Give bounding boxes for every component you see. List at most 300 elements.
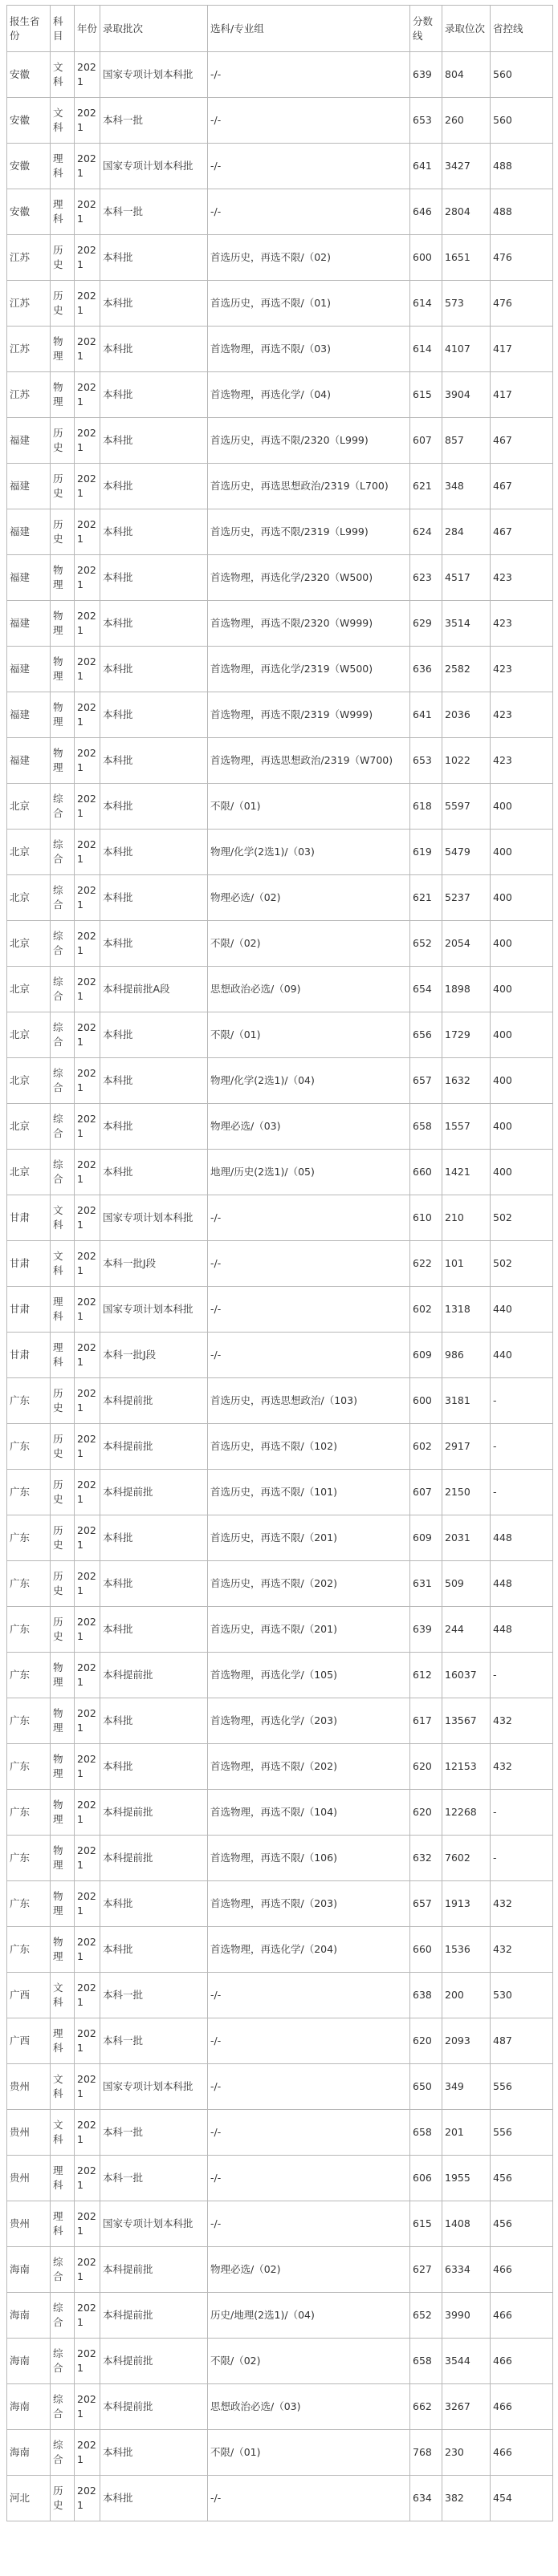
table-row — [7, 1470, 553, 1515]
cell-rank: 349 — [442, 2064, 491, 2110]
cell-province: 广东 — [7, 1515, 51, 1561]
cell-rank: 210 — [442, 1195, 491, 1241]
cell-subject-group: 首选物理，再选化学/（105) — [208, 1653, 410, 1698]
cell-province: 贵州 — [7, 2156, 51, 2201]
cell-score: 607 — [410, 418, 442, 464]
cell-score: 639 — [410, 52, 442, 98]
table-row — [7, 2018, 553, 2064]
table-row — [7, 1195, 553, 1241]
cell-subject-group: -/- — [208, 1195, 410, 1241]
cell-score: 615 — [410, 372, 442, 418]
cell-subject-group: 首选物理，再选不限/（104) — [208, 1790, 410, 1836]
cell-score: 620 — [410, 1790, 442, 1836]
table-row — [7, 1744, 553, 1790]
cell-year: 2021 — [75, 1012, 100, 1058]
table-row — [7, 2110, 553, 2156]
cell-control-line: 560 — [491, 98, 553, 144]
cell-rank: 986 — [442, 1333, 491, 1378]
cell-control-line: 530 — [491, 1973, 553, 2018]
cell-batch: 本科批 — [100, 1012, 208, 1058]
cell-subject: 历史 — [51, 509, 75, 555]
cell-subject-group: 首选历史，再选不限/（201) — [208, 1515, 410, 1561]
cell-control-line: - — [491, 1790, 553, 1836]
table-row — [7, 98, 553, 144]
cell-subject-group: 首选历史，再选不限/2319（L999) — [208, 509, 410, 555]
cell-batch: 国家专项计划本科批 — [100, 144, 208, 189]
cell-subject-group: -/- — [208, 1333, 410, 1378]
cell-batch: 本科批 — [100, 418, 208, 464]
cell-subject: 文科 — [51, 2064, 75, 2110]
cell-subject-group: 首选历史，再选思想政治/2319（L700) — [208, 464, 410, 509]
cell-control-line: 400 — [491, 967, 553, 1012]
cell-subject: 物理 — [51, 372, 75, 418]
cell-control-line: 456 — [491, 2156, 553, 2201]
cell-batch: 本科批 — [100, 327, 208, 372]
table-row — [7, 601, 553, 647]
cell-subject: 文科 — [51, 98, 75, 144]
cell-control-line: 556 — [491, 2110, 553, 2156]
cell-score: 607 — [410, 1470, 442, 1515]
cell-subject-group: 物理必选/（02) — [208, 875, 410, 921]
cell-subject: 综合 — [51, 830, 75, 875]
cell-province: 安徽 — [7, 52, 51, 98]
cell-year: 2021 — [75, 1698, 100, 1744]
cell-year: 2021 — [75, 1333, 100, 1378]
cell-score: 641 — [410, 692, 442, 738]
cell-subject: 理科 — [51, 2018, 75, 2064]
table-row — [7, 2430, 553, 2476]
cell-province: 贵州 — [7, 2201, 51, 2247]
cell-batch: 本科提前批 — [100, 1424, 208, 1470]
cell-rank: 284 — [442, 509, 491, 555]
cell-rank: 3990 — [442, 2293, 491, 2339]
cell-subject-group: 首选物理，再选化学/2319（W500) — [208, 647, 410, 692]
cell-subject-group: 思想政治必选/（09) — [208, 967, 410, 1012]
cell-rank: 12268 — [442, 1790, 491, 1836]
cell-subject: 历史 — [51, 1515, 75, 1561]
cell-province: 北京 — [7, 784, 51, 830]
cell-rank: 4517 — [442, 555, 491, 601]
cell-score: 600 — [410, 1378, 442, 1424]
cell-score: 641 — [410, 144, 442, 189]
cell-rank: 1557 — [442, 1104, 491, 1150]
cell-province: 北京 — [7, 1150, 51, 1195]
cell-score: 652 — [410, 2293, 442, 2339]
cell-province: 海南 — [7, 2293, 51, 2339]
table-row — [7, 1104, 553, 1150]
cell-control-line: 423 — [491, 692, 553, 738]
header-control-line: 省控线 — [491, 6, 553, 52]
table-row — [7, 52, 553, 98]
cell-control-line: 400 — [491, 1104, 553, 1150]
cell-subject-group: 首选物理，再选不限/2319（W999) — [208, 692, 410, 738]
cell-control-line: 432 — [491, 1881, 553, 1927]
cell-province: 贵州 — [7, 2064, 51, 2110]
cell-subject: 理科 — [51, 1333, 75, 1378]
table-row — [7, 372, 553, 418]
cell-control-line: 432 — [491, 1698, 553, 1744]
cell-batch: 本科批 — [100, 464, 208, 509]
cell-rank: 5479 — [442, 830, 491, 875]
cell-subject-group: -/- — [208, 2018, 410, 2064]
cell-control-line: 423 — [491, 647, 553, 692]
cell-rank: 3181 — [442, 1378, 491, 1424]
cell-subject: 综合 — [51, 784, 75, 830]
table-row — [7, 189, 553, 235]
cell-subject: 历史 — [51, 1470, 75, 1515]
cell-batch: 本科提前批 — [100, 2384, 208, 2430]
cell-subject-group: 首选物理，再选不限/（106) — [208, 1836, 410, 1881]
cell-rank: 2582 — [442, 647, 491, 692]
cell-year: 2021 — [75, 921, 100, 967]
cell-score: 609 — [410, 1333, 442, 1378]
table-row — [7, 509, 553, 555]
cell-score: 600 — [410, 235, 442, 281]
table-row — [7, 1287, 553, 1333]
cell-subject: 文科 — [51, 2110, 75, 2156]
cell-subject: 物理 — [51, 1790, 75, 1836]
cell-batch: 本科批 — [100, 1515, 208, 1561]
cell-year: 2021 — [75, 875, 100, 921]
cell-rank: 201 — [442, 2110, 491, 2156]
cell-rank: 1536 — [442, 1927, 491, 1973]
cell-subject-group: 首选物理，再选化学/（203) — [208, 1698, 410, 1744]
cell-subject: 物理 — [51, 692, 75, 738]
cell-score: 631 — [410, 1561, 442, 1607]
cell-control-line: 502 — [491, 1241, 553, 1287]
cell-batch: 本科批 — [100, 875, 208, 921]
cell-province: 甘肃 — [7, 1241, 51, 1287]
cell-subject: 物理 — [51, 1698, 75, 1744]
cell-score: 614 — [410, 327, 442, 372]
cell-control-line: 488 — [491, 189, 553, 235]
cell-control-line: 400 — [491, 830, 553, 875]
cell-province: 安徽 — [7, 144, 51, 189]
cell-year: 2021 — [75, 281, 100, 327]
cell-subject-group: -/- — [208, 2476, 410, 2521]
cell-subject: 综合 — [51, 1104, 75, 1150]
cell-subject-group: 首选历史，再选不限/（02) — [208, 235, 410, 281]
cell-subject-group: 地理/历史(2选1)/（05) — [208, 1150, 410, 1195]
cell-province: 海南 — [7, 2430, 51, 2476]
cell-year: 2021 — [75, 1195, 100, 1241]
cell-subject: 综合 — [51, 1150, 75, 1195]
cell-batch: 本科提前批 — [100, 1836, 208, 1881]
cell-score: 656 — [410, 1012, 442, 1058]
cell-subject: 理科 — [51, 2156, 75, 2201]
cell-batch: 本科批 — [100, 1744, 208, 1790]
cell-subject: 历史 — [51, 418, 75, 464]
header-province: 报生省份 — [7, 6, 51, 52]
cell-score: 602 — [410, 1424, 442, 1470]
cell-batch: 本科批 — [100, 1881, 208, 1927]
cell-rank: 1729 — [442, 1012, 491, 1058]
cell-control-line: 467 — [491, 464, 553, 509]
cell-year: 2021 — [75, 784, 100, 830]
cell-subject-group: 物理必选/（03) — [208, 1104, 410, 1150]
cell-score: 660 — [410, 1927, 442, 1973]
cell-subject: 历史 — [51, 1424, 75, 1470]
cell-batch: 本科批 — [100, 647, 208, 692]
cell-rank: 3427 — [442, 144, 491, 189]
cell-year: 2021 — [75, 1836, 100, 1881]
cell-province: 北京 — [7, 1104, 51, 1150]
cell-subject: 物理 — [51, 647, 75, 692]
cell-batch: 本科批 — [100, 784, 208, 830]
cell-rank: 4107 — [442, 327, 491, 372]
cell-subject-group: 首选历史，再选不限/（102) — [208, 1424, 410, 1470]
cell-control-line: - — [491, 1470, 553, 1515]
cell-subject: 物理 — [51, 1744, 75, 1790]
table-row — [7, 830, 553, 875]
cell-control-line: - — [491, 1378, 553, 1424]
cell-score: 620 — [410, 1744, 442, 1790]
cell-subject: 综合 — [51, 1012, 75, 1058]
table-row — [7, 2247, 553, 2293]
admission-score-table — [6, 5, 553, 2521]
cell-batch: 本科提前批 — [100, 1378, 208, 1424]
cell-score: 610 — [410, 1195, 442, 1241]
cell-province: 福建 — [7, 601, 51, 647]
cell-subject: 历史 — [51, 464, 75, 509]
cell-province: 广西 — [7, 1973, 51, 2018]
cell-subject: 理科 — [51, 2201, 75, 2247]
cell-score: 638 — [410, 1973, 442, 2018]
cell-subject: 综合 — [51, 2339, 75, 2384]
cell-score: 653 — [410, 98, 442, 144]
table-row — [7, 235, 553, 281]
cell-score: 632 — [410, 1836, 442, 1881]
cell-province: 广西 — [7, 2018, 51, 2064]
cell-province: 广东 — [7, 1424, 51, 1470]
table-row — [7, 327, 553, 372]
cell-subject-group: -/- — [208, 98, 410, 144]
cell-province: 甘肃 — [7, 1195, 51, 1241]
cell-rank: 3544 — [442, 2339, 491, 2384]
cell-rank: 509 — [442, 1561, 491, 1607]
cell-subject: 综合 — [51, 921, 75, 967]
cell-rank: 6334 — [442, 2247, 491, 2293]
table-row — [7, 1515, 553, 1561]
cell-subject-group: 不限/（02) — [208, 921, 410, 967]
cell-batch: 本科提前批 — [100, 1470, 208, 1515]
table-row — [7, 2201, 553, 2247]
cell-subject-group: -/- — [208, 52, 410, 98]
cell-subject: 历史 — [51, 1561, 75, 1607]
cell-control-line: 488 — [491, 144, 553, 189]
cell-batch: 本科批 — [100, 1927, 208, 1973]
cell-province: 广东 — [7, 1836, 51, 1881]
table-row — [7, 144, 553, 189]
cell-batch: 本科一批 — [100, 2156, 208, 2201]
cell-subject-group: -/- — [208, 144, 410, 189]
cell-subject: 综合 — [51, 2247, 75, 2293]
cell-subject-group: -/- — [208, 2064, 410, 2110]
cell-year: 2021 — [75, 98, 100, 144]
cell-score: 602 — [410, 1287, 442, 1333]
cell-control-line: - — [491, 1653, 553, 1698]
cell-province: 广东 — [7, 1881, 51, 1927]
cell-province: 北京 — [7, 1058, 51, 1104]
cell-subject-group: -/- — [208, 1241, 410, 1287]
cell-control-line: - — [491, 1424, 553, 1470]
cell-rank: 230 — [442, 2430, 491, 2476]
cell-control-line: 423 — [491, 601, 553, 647]
cell-score: 621 — [410, 464, 442, 509]
cell-year: 2021 — [75, 1607, 100, 1653]
cell-batch: 本科批 — [100, 281, 208, 327]
cell-subject: 物理 — [51, 1927, 75, 1973]
cell-control-line: 400 — [491, 1058, 553, 1104]
cell-province: 贵州 — [7, 2110, 51, 2156]
cell-batch: 本科批 — [100, 235, 208, 281]
cell-score: 618 — [410, 784, 442, 830]
cell-score: 612 — [410, 1653, 442, 1698]
cell-year: 2021 — [75, 2384, 100, 2430]
cell-score: 653 — [410, 738, 442, 784]
cell-year: 2021 — [75, 327, 100, 372]
cell-year: 2021 — [75, 2476, 100, 2521]
cell-batch: 本科批 — [100, 509, 208, 555]
cell-subject-group: -/- — [208, 2201, 410, 2247]
table-row — [7, 967, 553, 1012]
cell-rank: 3514 — [442, 601, 491, 647]
cell-control-line: 466 — [491, 2247, 553, 2293]
cell-rank: 2917 — [442, 1424, 491, 1470]
cell-batch: 国家专项计划本科批 — [100, 2201, 208, 2247]
table-row — [7, 2384, 553, 2430]
header-subject-group: 选科/专业组 — [208, 6, 410, 52]
header-batch: 录取批次 — [100, 6, 208, 52]
table-row — [7, 2156, 553, 2201]
cell-province: 北京 — [7, 967, 51, 1012]
cell-rank: 2036 — [442, 692, 491, 738]
cell-year: 2021 — [75, 1973, 100, 2018]
cell-control-line: 487 — [491, 2018, 553, 2064]
cell-year: 2021 — [75, 738, 100, 784]
cell-rank: 1898 — [442, 967, 491, 1012]
cell-subject-group: -/- — [208, 1287, 410, 1333]
cell-batch: 本科批 — [100, 1561, 208, 1607]
cell-province: 福建 — [7, 555, 51, 601]
cell-province: 安徽 — [7, 189, 51, 235]
cell-rank: 101 — [442, 1241, 491, 1287]
table-row — [7, 2064, 553, 2110]
cell-control-line: 448 — [491, 1607, 553, 1653]
cell-batch: 本科批 — [100, 2430, 208, 2476]
cell-province: 福建 — [7, 692, 51, 738]
cell-score: 639 — [410, 1607, 442, 1653]
cell-rank: 1913 — [442, 1881, 491, 1927]
cell-score: 615 — [410, 2201, 442, 2247]
cell-score: 609 — [410, 1515, 442, 1561]
cell-year: 2021 — [75, 1561, 100, 1607]
cell-subject: 综合 — [51, 967, 75, 1012]
cell-rank: 2031 — [442, 1515, 491, 1561]
cell-subject-group: -/- — [208, 1973, 410, 2018]
cell-province: 广东 — [7, 1653, 51, 1698]
cell-year: 2021 — [75, 2339, 100, 2384]
cell-year: 2021 — [75, 2201, 100, 2247]
cell-province: 甘肃 — [7, 1287, 51, 1333]
cell-subject-group: 历史/地理(2选1)/（04) — [208, 2293, 410, 2339]
cell-control-line: 502 — [491, 1195, 553, 1241]
cell-year: 2021 — [75, 235, 100, 281]
cell-subject-group: 物理必选/（02) — [208, 2247, 410, 2293]
cell-province: 福建 — [7, 738, 51, 784]
cell-score: 619 — [410, 830, 442, 875]
cell-year: 2021 — [75, 2018, 100, 2064]
cell-subject: 文科 — [51, 1973, 75, 2018]
cell-subject-group: 首选物理，再选不限/（203) — [208, 1881, 410, 1927]
table-row — [7, 921, 553, 967]
cell-province: 广东 — [7, 1561, 51, 1607]
cell-control-line: 448 — [491, 1561, 553, 1607]
cell-province: 福建 — [7, 647, 51, 692]
cell-subject: 历史 — [51, 2476, 75, 2521]
cell-province: 福建 — [7, 464, 51, 509]
cell-control-line: 423 — [491, 555, 553, 601]
cell-control-line: 400 — [491, 1150, 553, 1195]
cell-rank: 857 — [442, 418, 491, 464]
cell-year: 2021 — [75, 555, 100, 601]
cell-score: 622 — [410, 1241, 442, 1287]
cell-subject-group: 首选历史，再选不限/（01) — [208, 281, 410, 327]
cell-batch: 本科批 — [100, 1058, 208, 1104]
cell-year: 2021 — [75, 1150, 100, 1195]
cell-province: 海南 — [7, 2247, 51, 2293]
cell-control-line: 466 — [491, 2430, 553, 2476]
cell-subject-group: 首选物理，再选不限/（03) — [208, 327, 410, 372]
cell-subject: 历史 — [51, 1607, 75, 1653]
cell-year: 2021 — [75, 1104, 100, 1150]
header-rank: 录取位次 — [442, 6, 491, 52]
table-row — [7, 1881, 553, 1927]
table-row — [7, 555, 553, 601]
cell-subject: 物理 — [51, 738, 75, 784]
table-row — [7, 1561, 553, 1607]
cell-subject: 文科 — [51, 1241, 75, 1287]
cell-rank: 1651 — [442, 235, 491, 281]
cell-year: 2021 — [75, 1424, 100, 1470]
cell-year: 2021 — [75, 52, 100, 98]
cell-rank: 5597 — [442, 784, 491, 830]
cell-rank: 1022 — [442, 738, 491, 784]
cell-batch: 本科一批 — [100, 189, 208, 235]
cell-score: 650 — [410, 2064, 442, 2110]
cell-province: 北京 — [7, 875, 51, 921]
cell-subject-group: 首选物理，再选化学/（04) — [208, 372, 410, 418]
cell-subject: 历史 — [51, 281, 75, 327]
cell-year: 2021 — [75, 1790, 100, 1836]
cell-province: 广东 — [7, 1744, 51, 1790]
cell-score: 646 — [410, 189, 442, 235]
table-row — [7, 1653, 553, 1698]
cell-subject: 理科 — [51, 189, 75, 235]
cell-rank: 2054 — [442, 921, 491, 967]
cell-control-line: 417 — [491, 372, 553, 418]
cell-control-line: 400 — [491, 875, 553, 921]
cell-control-line: 560 — [491, 52, 553, 98]
cell-year: 2021 — [75, 2430, 100, 2476]
header-year: 年份 — [75, 6, 100, 52]
cell-province: 甘肃 — [7, 1333, 51, 1378]
cell-score: 636 — [410, 647, 442, 692]
cell-subject: 物理 — [51, 1836, 75, 1881]
cell-control-line: 400 — [491, 921, 553, 967]
cell-year: 2021 — [75, 1287, 100, 1333]
cell-rank: 200 — [442, 1973, 491, 2018]
